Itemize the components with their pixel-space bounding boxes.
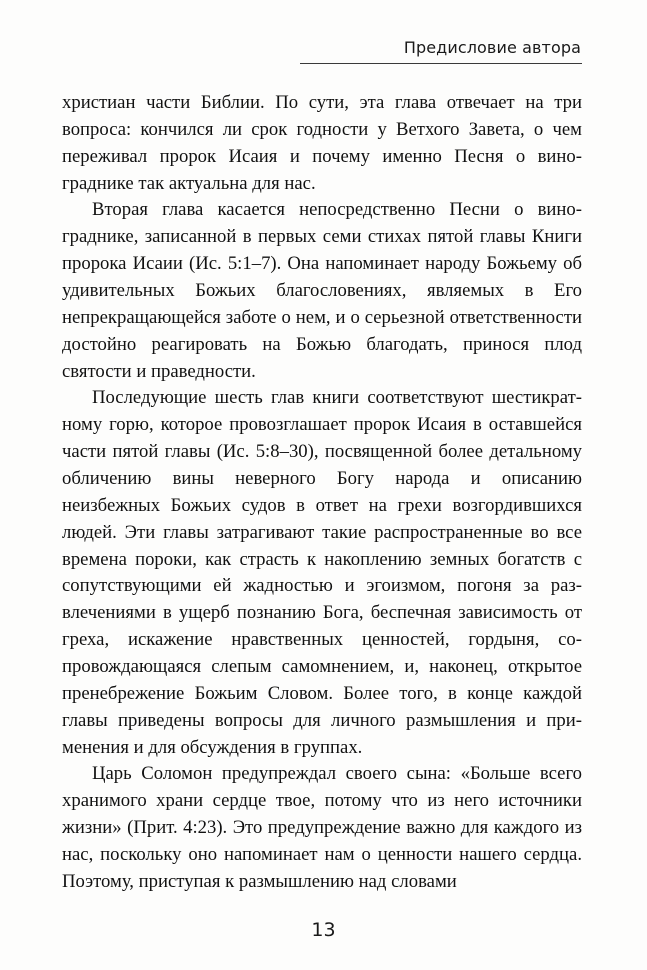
header-rule xyxy=(300,63,582,64)
paragraph: Вторая глава касается непосредственно Песни о винограднике, записанной в первых семи стихах пятой главы Книги пророка Исаии (Ис. 5:1–7). Она напоминает народу Божьему об удивительных Божьих благословениях, являемых в Его непрекращающейся заботе о нем, и о серьезной ответственности достойно реагировать на Божью благодать, принося плод святости и праведности. xyxy=(62,199,582,382)
paragraph-continuation: христиан части Библии. По сути, эта глава отвечает на три вопроса: кончился ли срок годности у Ветхого Завета, о чем переживал пророк Исаия и почему именно Песня о винограднике так актуальна для нас. xyxy=(62,92,582,194)
page-number: 13 xyxy=(311,919,336,941)
paragraph: Последующие шесть глав книги соответствуют шестикратному горю, которое провозглашает пророк Исаия в оставшейся части пятой главы (Ис. 5:8–30), посвященной более детальному обличению вины неверного Богу народа и описанию неизбежных Божьих судов в ответ на грехи возгордившихся людей. Эти главы затрагивают такие распространенные во все времена пороки, как страсть к накоплению земных богатств с сопутствующими ей жадностью и эгоизмом, погоня за развлечениями в ущерб познанию Бога, беспечная зависимость от греха, искажение нравственных ценностей, гордыня, сопровождающаяся слепым самомнением, и, наконец, открытое пренебрежение Божьим Словом. Более того, в конце каждой главы приведены вопросы для личного размышления и применения и для обсуждения в группах. xyxy=(62,387,582,758)
running-head-title: Предисловие автора xyxy=(403,38,581,57)
paragraph: Царь Соломон предупреждал своего сына: «Больше всего хранимого храни сердце твое, потому что из него источники жизни» (Прит. 4:23). Это предупреждение важно для каждого из нас, поскольку оно напоминает нам о ценности нашего сердца. Поэтому, приступая к размышлению над словами xyxy=(62,763,582,892)
body-text xyxy=(62,90,582,896)
